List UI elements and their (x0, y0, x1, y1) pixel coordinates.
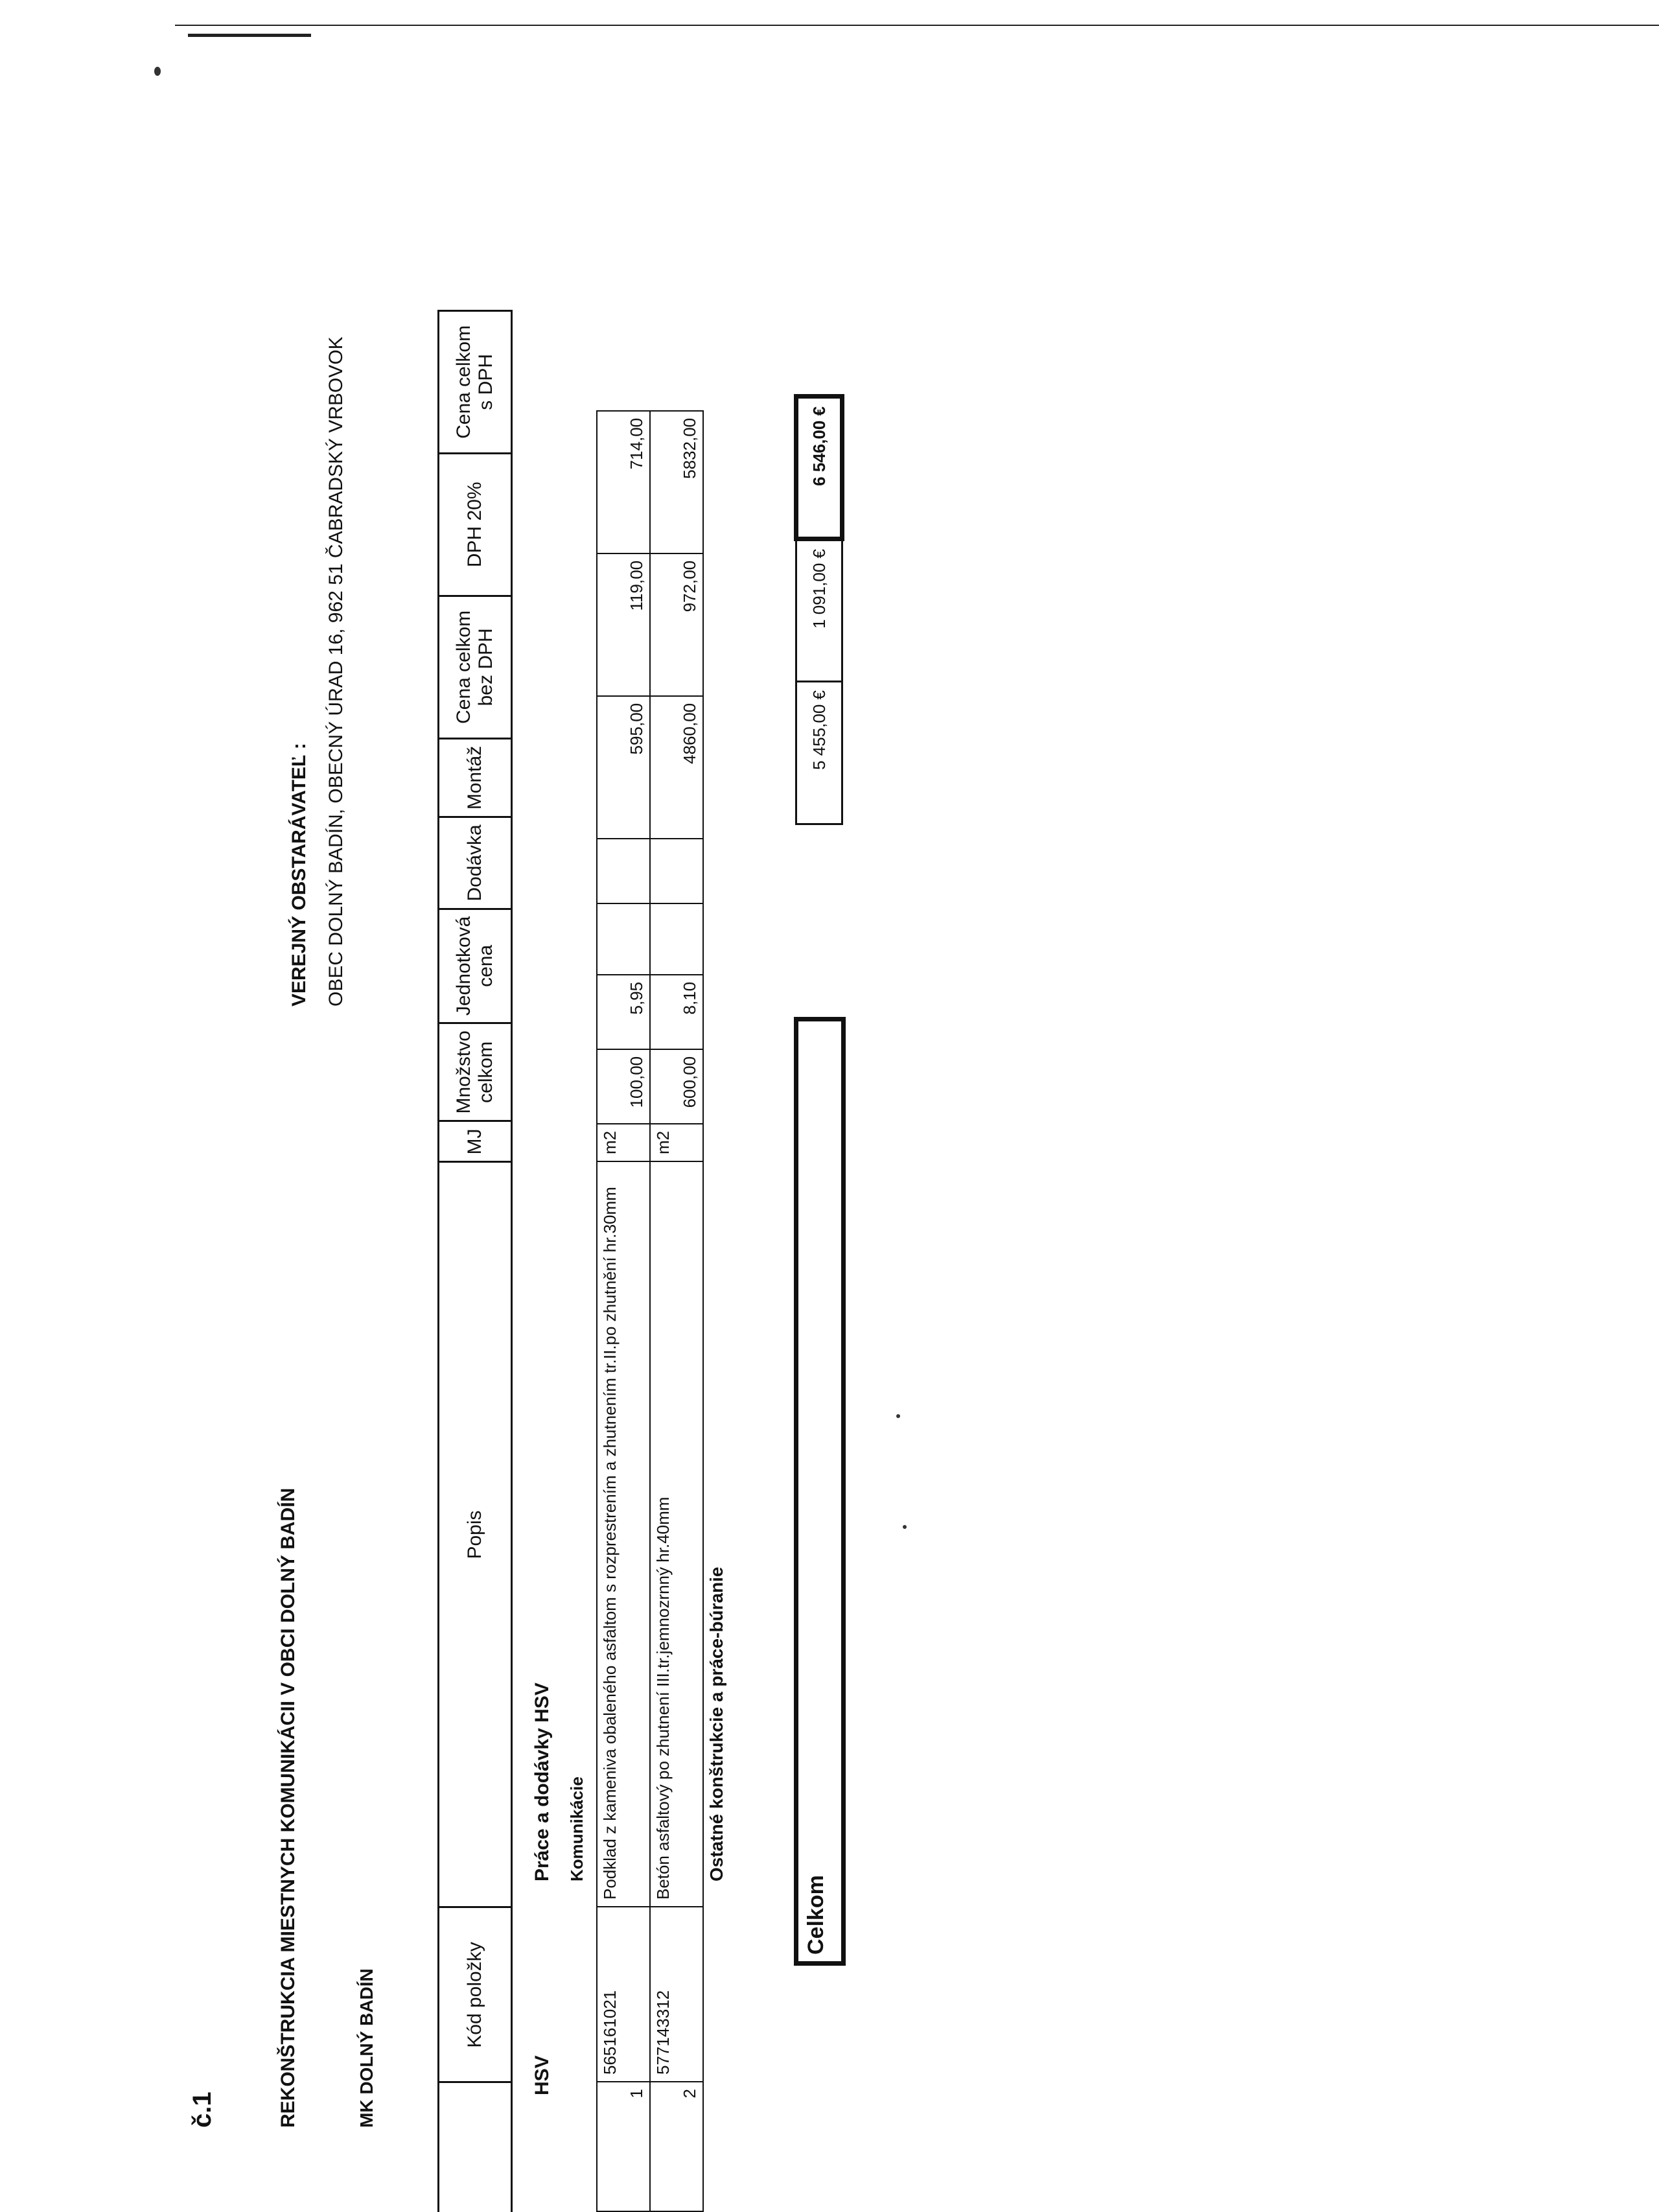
scan-artifact-speck (154, 67, 161, 76)
row-supply (597, 903, 650, 975)
column-header-number (439, 2082, 512, 2212)
row-quantity: 100,00 (597, 1049, 650, 1124)
total-vat: 1 091,00 € (796, 539, 842, 682)
buyer-address: OBEC DOLNÝ BADÍN, OBECNÝ ÚRAD 16, 962 51 ČABRADSKÝ VRBOVOK (325, 336, 347, 1007)
row-number: 2 (650, 2082, 703, 2211)
table-header (437, 310, 513, 2212)
totals-table (794, 394, 844, 825)
column-header-unit-price: Jednotková cena (439, 909, 512, 1023)
row-unit-price: 8,10 (650, 975, 703, 1049)
column-header-supply: Dodávka (439, 817, 512, 909)
buyer-label: VEREJNÝ OBSTARÁVATEĽ : (288, 743, 310, 1007)
page-title: č.1 (188, 2091, 216, 2128)
table-row (597, 411, 650, 2211)
row-quantity: 600,00 (650, 1049, 703, 1124)
table-row (650, 411, 703, 2211)
column-header-unit: MJ (439, 1121, 512, 1162)
row-unit: m2 (597, 1124, 650, 1161)
total-price-incl-vat: 6 546,00 € (796, 397, 842, 539)
row-unit: m2 (650, 1124, 703, 1161)
row-vat: 119,00 (597, 553, 650, 696)
row-description: Podklad z kameniva obaleného asfaltom s rozprestrením a zhutnením tr.II.po zhutnění hr.30mm (597, 1161, 650, 1907)
row-supply (650, 903, 703, 975)
section-name: Práce a dodávky HSV (531, 1682, 553, 1881)
scan-artifact-line (188, 34, 311, 37)
row-price-excl-vat: 4860,00 (650, 696, 703, 839)
column-header-description: Popis (439, 1162, 512, 1907)
row-vat: 972,00 (650, 553, 703, 696)
row-description: Betón asfaltový po zhutnení III.tr.jemnozrnný hr.40mm (650, 1161, 703, 1907)
column-header-installation: Montáž (439, 738, 512, 817)
subsection-name: Komunikácie (567, 1776, 586, 1881)
section-code: HSV (531, 2055, 553, 2095)
column-header-price-incl-vat: Cena celkom s DPH (439, 310, 512, 453)
total-label-box (794, 1017, 846, 1966)
row-number: 1 (597, 2082, 650, 2211)
column-header-quantity: Množstvo celkom (439, 1023, 512, 1121)
row-price-incl-vat: 5832,00 (650, 411, 703, 553)
row-code: 565161021 (597, 1907, 650, 2082)
row-code: 577143312 (650, 1907, 703, 2082)
total-price-excl-vat: 5 455,00 € (796, 682, 842, 824)
row-installation (597, 839, 650, 903)
scan-artifact-line (175, 25, 1659, 26)
column-header-vat: DPH 20% (439, 453, 512, 596)
subproject-title: MK DOLNÝ BADÍN (356, 1968, 377, 2128)
row-price-excl-vat: 595,00 (597, 696, 650, 839)
column-header-code: Kód položky (439, 1907, 512, 2082)
row-installation (650, 839, 703, 903)
column-header-price-excl-vat: Cena celkom bez DPH (439, 596, 512, 738)
rotated-page (181, 60, 1089, 2134)
total-label: Celkom (804, 1875, 828, 1955)
project-title: REKONŠTRUKCIA MIESTNYCH KOMUNIKÁCII V OBCI DOLNÝ BADÍN (277, 1487, 299, 2128)
row-price-incl-vat: 714,00 (597, 411, 650, 553)
other-section-name: Ostatné konštrukcie a práce-búranie (706, 1566, 726, 1881)
items-table (596, 410, 704, 2212)
row-unit-price: 5,95 (597, 975, 650, 1049)
